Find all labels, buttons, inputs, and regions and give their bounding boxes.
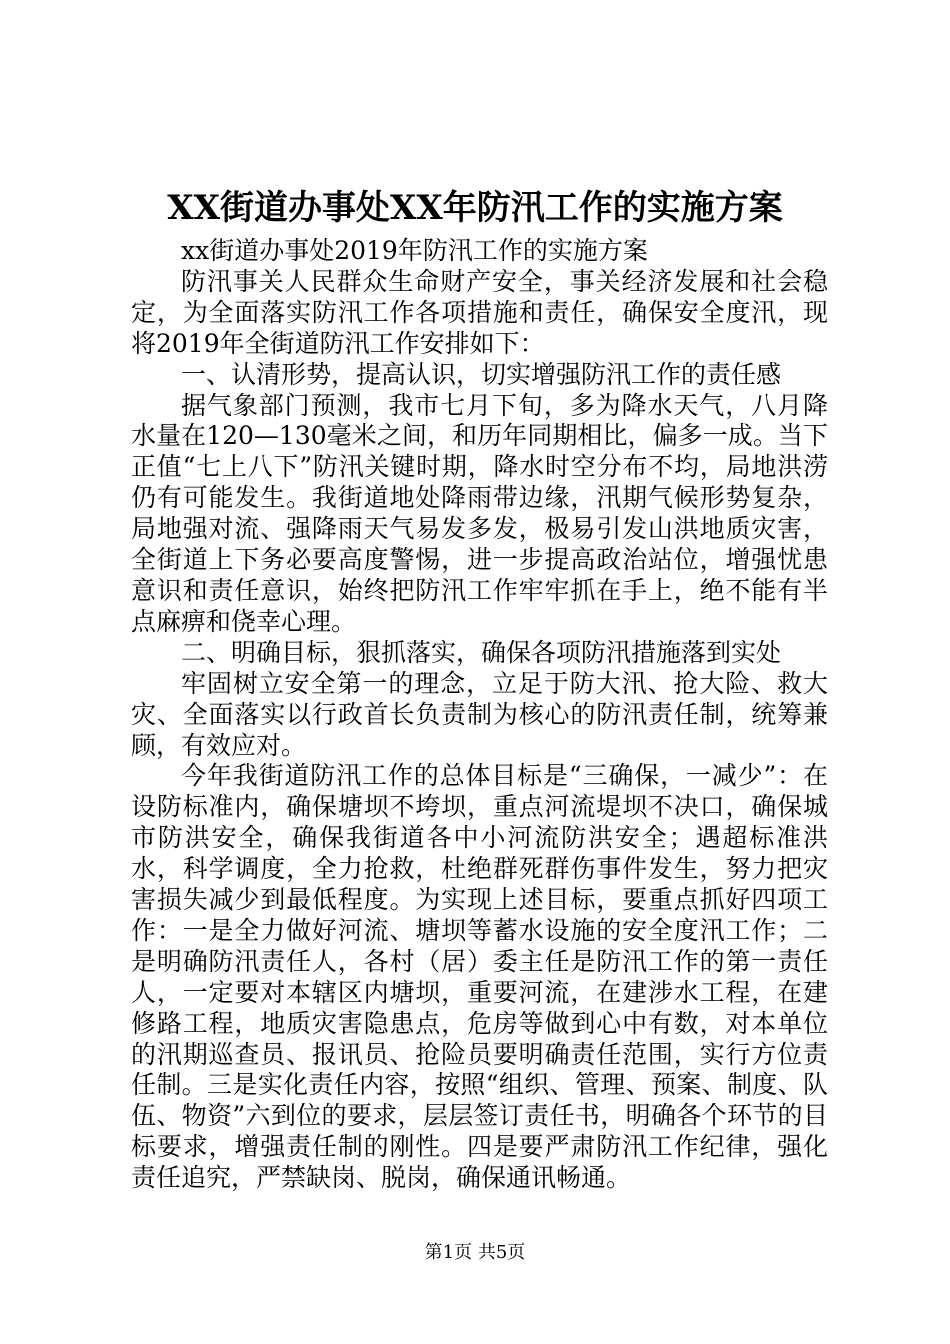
section-heading-1: 一、认清形势，提高认识，切实增强防汛工作的责任感 [181, 359, 782, 389]
document-body [131, 236, 828, 1194]
section-heading-2: 二、明确目标，狠抓落实，确保各项防汛措施落到实处 [181, 637, 782, 667]
document-title: XX街道办事处XX年防汛工作的实施方案 [167, 188, 783, 228]
paragraph-subtitle: xx街道办事处2019年防汛工作的实施方案 [181, 236, 648, 265]
paragraph: 据气象部门预测，我市七月下旬，多为降水天气，八月降水量在120—130毫米之间，和历年同期相比，偏多一成。当下正值“七上八下”防汛关键时期，降水时空分布不均，局地洪涝仍有可能发生。我街道地处降雨带边缘，汛期气候形势复杂，局地强对流、强降雨天气易发多发，极易引发山洪地质灾害，全街道上下务必要高度警惕，进一步提高政治站位，增强忧患意识和责任意识，始终把防汛工作牢牢抓在手上，绝不能有半点麻痹和侥幸心理。 [131, 390, 828, 636]
page-footer: 第1页 共5页 [424, 1242, 526, 1263]
paragraph-intro: 防汛事关人民群众生命财产安全，事关经济发展和社会稳定，为全面落实防汛工作各项措施和责任，确保安全度汛，现将2019年全街道防汛工作安排如下： [131, 266, 828, 358]
paragraph: 今年我街道防汛工作的总体目标是“三确保，一减少”：在设防标准内，确保塘坝不垮坝，重点河流堤坝不决口，确保城市防洪安全，确保我街道各中小河流防洪安全；遇超标准洪水，科学调度，全力抢救，杜绝群死群伤事件发生，努力把灾害损失减少到最低程度。为实现上述目标，要重点抓好四项工作：一是全力做好河流、塘坝等蓄水设施的安全度汛工作；二是明确防汛责任人，各村（居）委主任是防汛工作的第一责任人，一定要对本辖区内塘坝，重要河流，在建涉水工程，在建修路工程，地质灾害隐患点，危房等做到心中有数，对本单位的汛期巡查员、报讯员、抢险员要明确责任范围，实行方位责任制。三是实化责任内容，按照“组织、管理、预案、制度、队伍、物资”六到位的要求，层层签订责任书，明确各个环节的目标要求，增强责任制的刚性。四是要严肃防汛工作纪律，强化责任追究，严禁缺岗、脱岗，确保通讯畅通。 [131, 761, 828, 1193]
paragraph: 牢固树立安全第一的理念，立足于防大汛、抢大险、救大灾、全面落实以行政首长负责制为核心的防汛责任制，统筹兼顾，有效应对。 [131, 668, 828, 760]
